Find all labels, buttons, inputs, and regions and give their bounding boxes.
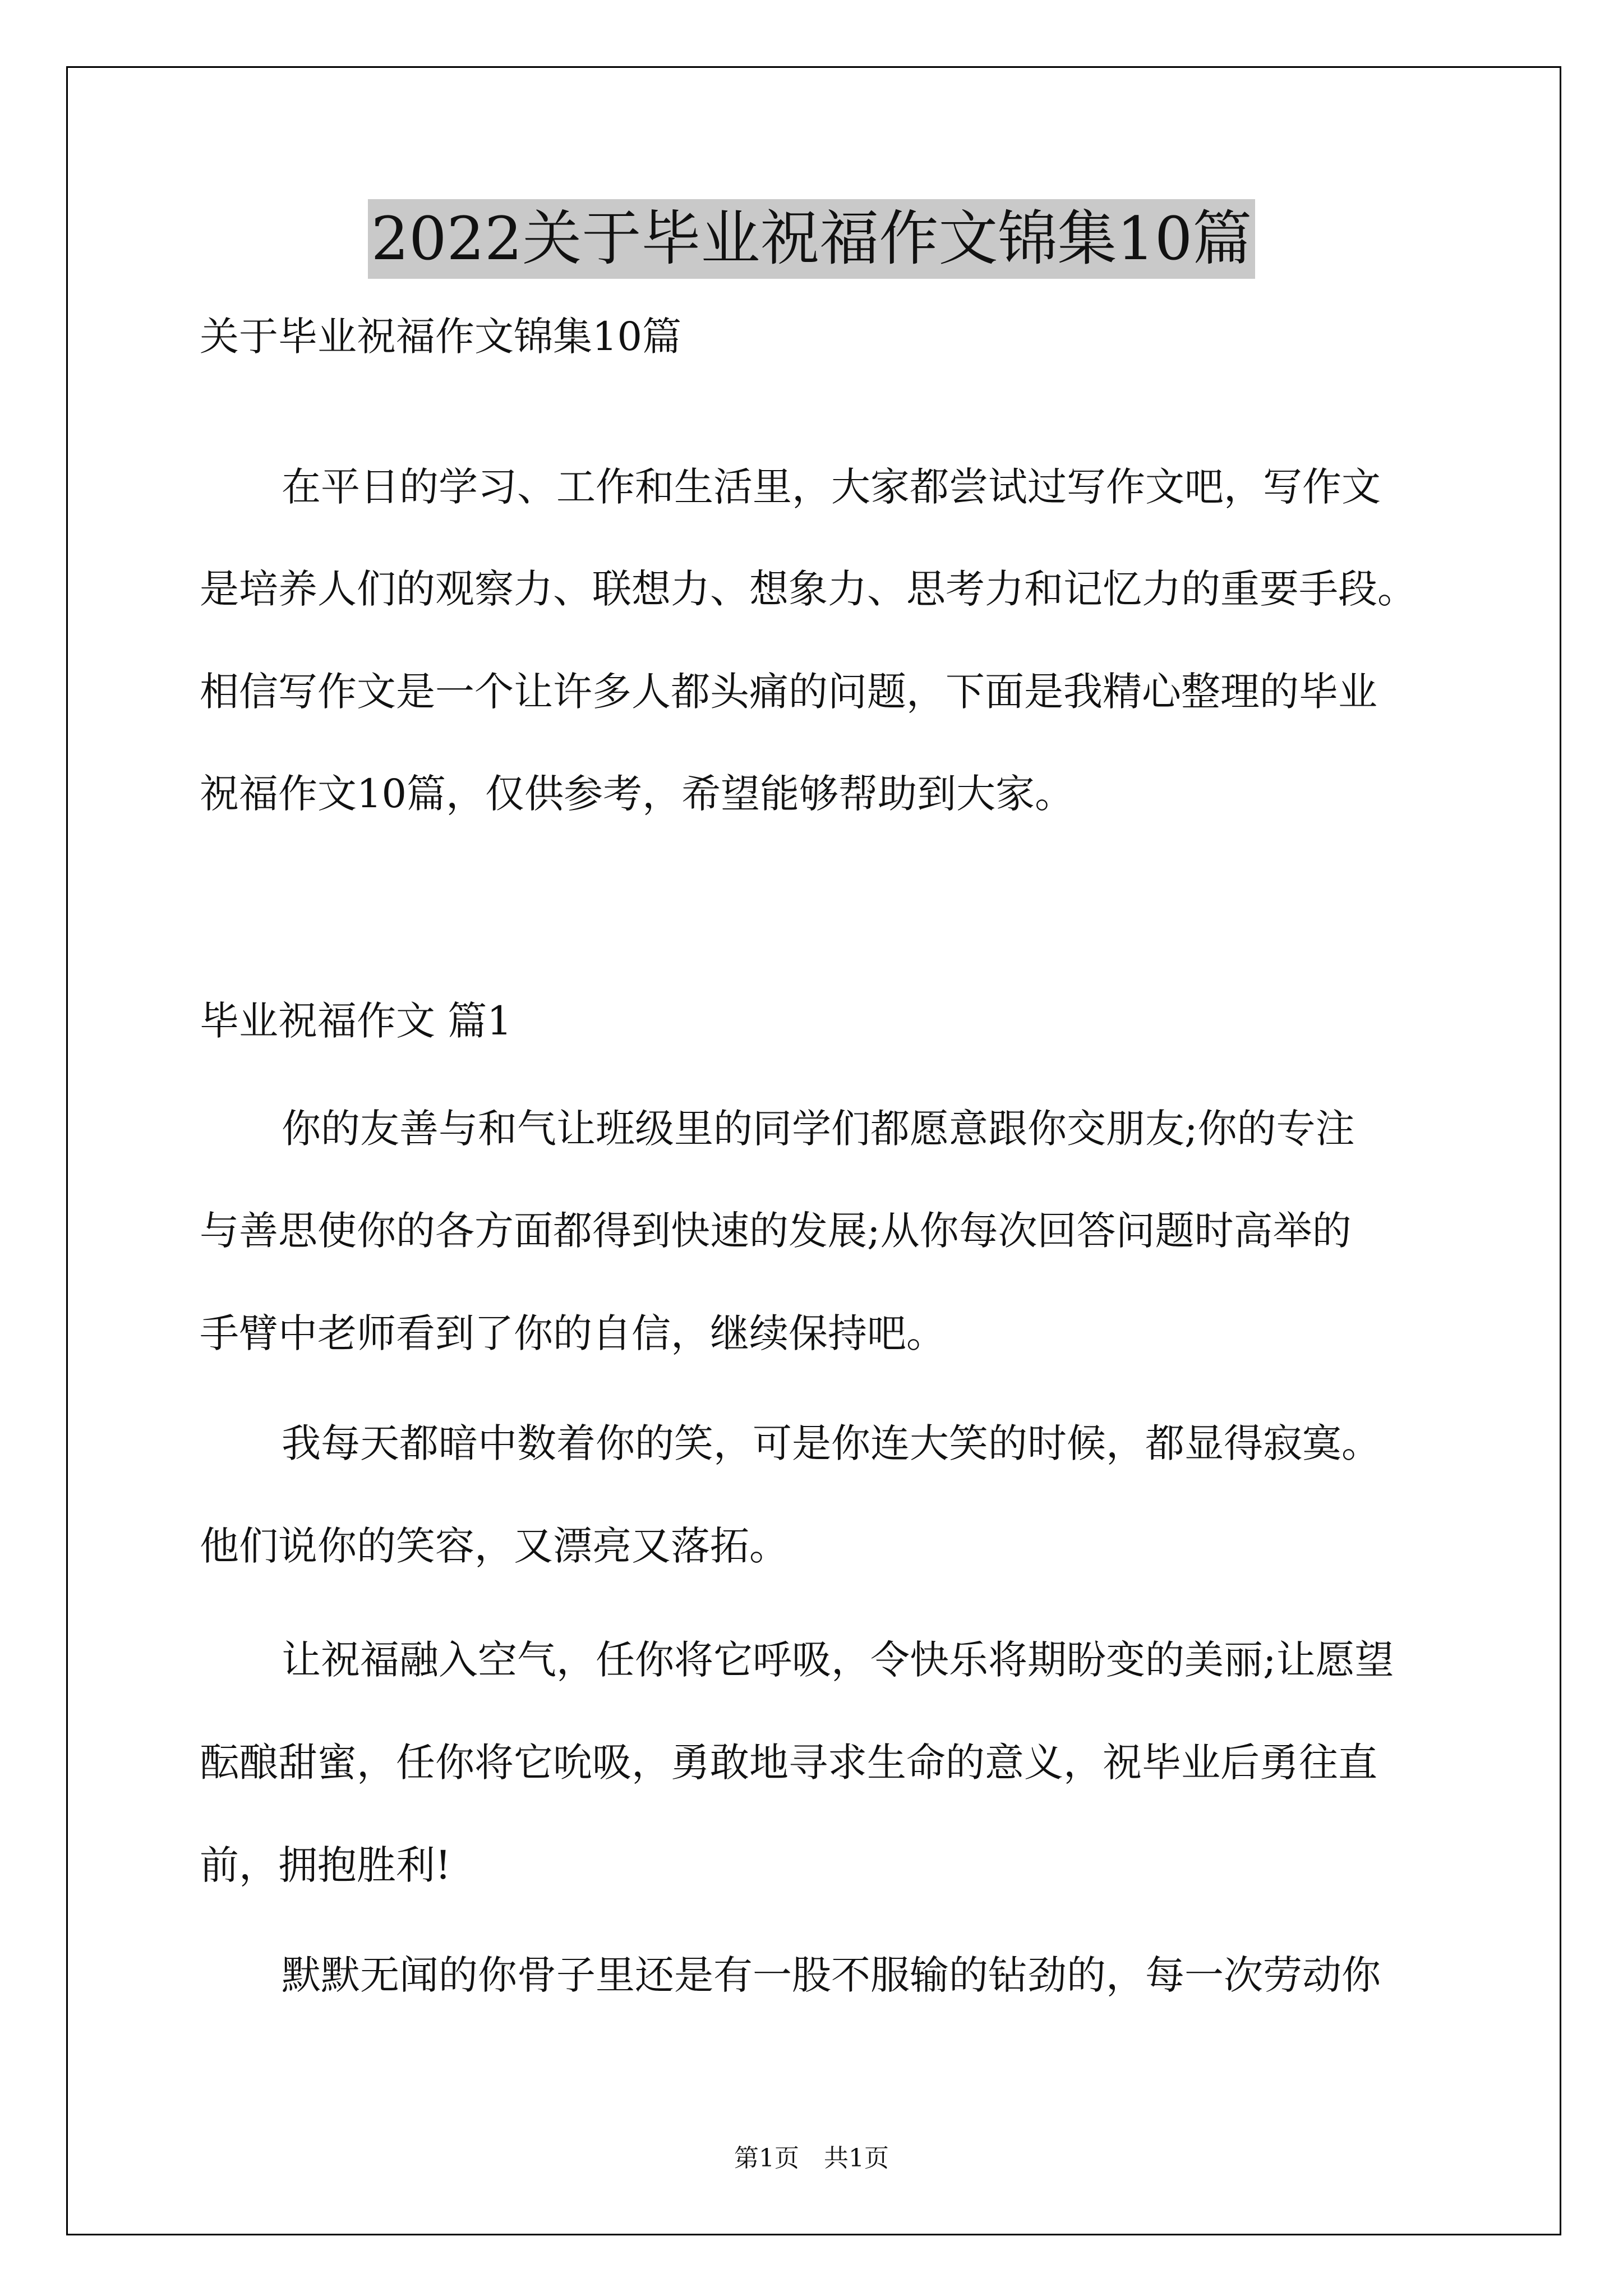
body-line: 让祝福融入空气，任你将它呼吸，令快乐将期盼变的美丽;让愿望 bbox=[282, 1637, 1394, 1683]
body-line: 酝酿甜蜜，任你将它吮吸，勇敢地寻求生命的意义，祝毕业后勇往直 bbox=[200, 1740, 1377, 1786]
body-line: 默默无闻的你骨子里还是有一股不服输的钻劲的，每一次劳动你 bbox=[282, 1952, 1381, 1998]
title-container bbox=[0, 199, 1623, 279]
body-line: 手臂中老师看到了你的自信，继续保持吧。 bbox=[200, 1310, 946, 1356]
intro-line: 相信写作文是一个让许多人都头痛的问题，下面是我精心整理的毕业 bbox=[200, 669, 1377, 715]
document-subtitle: 关于毕业祝福作文锦集10篇 bbox=[200, 314, 682, 360]
intro-line: 在平日的学习、工作和生活里，大家都尝试过写作文吧，写作文 bbox=[282, 464, 1381, 510]
section-heading: 毕业祝福作文 篇1 bbox=[200, 998, 512, 1044]
page-footer: 第1页 共1页 bbox=[734, 2144, 889, 2173]
intro-line: 是培养人们的观察力、联想力、想象力、思考力和记忆力的重要手段。 bbox=[200, 566, 1417, 612]
body-line: 前，拥抱胜利! bbox=[200, 1842, 451, 1888]
body-line: 他们说你的笑容，又漂亮又落拓。 bbox=[200, 1523, 789, 1569]
document-title: 2022关于毕业祝福作文锦集10篇 bbox=[368, 199, 1256, 279]
body-line: 与善思使你的各方面都得到快速的发展;从你每次回答问题时高举的 bbox=[200, 1208, 1352, 1254]
body-line: 我每天都暗中数着你的笑，可是你连大笑的时候，都显得寂寞。 bbox=[282, 1420, 1381, 1466]
intro-line: 祝福作文10篇，仅供参考，希望能够帮助到大家。 bbox=[200, 771, 1075, 817]
body-line: 你的友善与和气让班级里的同学们都愿意跟你交朋友;你的专注 bbox=[282, 1106, 1355, 1152]
